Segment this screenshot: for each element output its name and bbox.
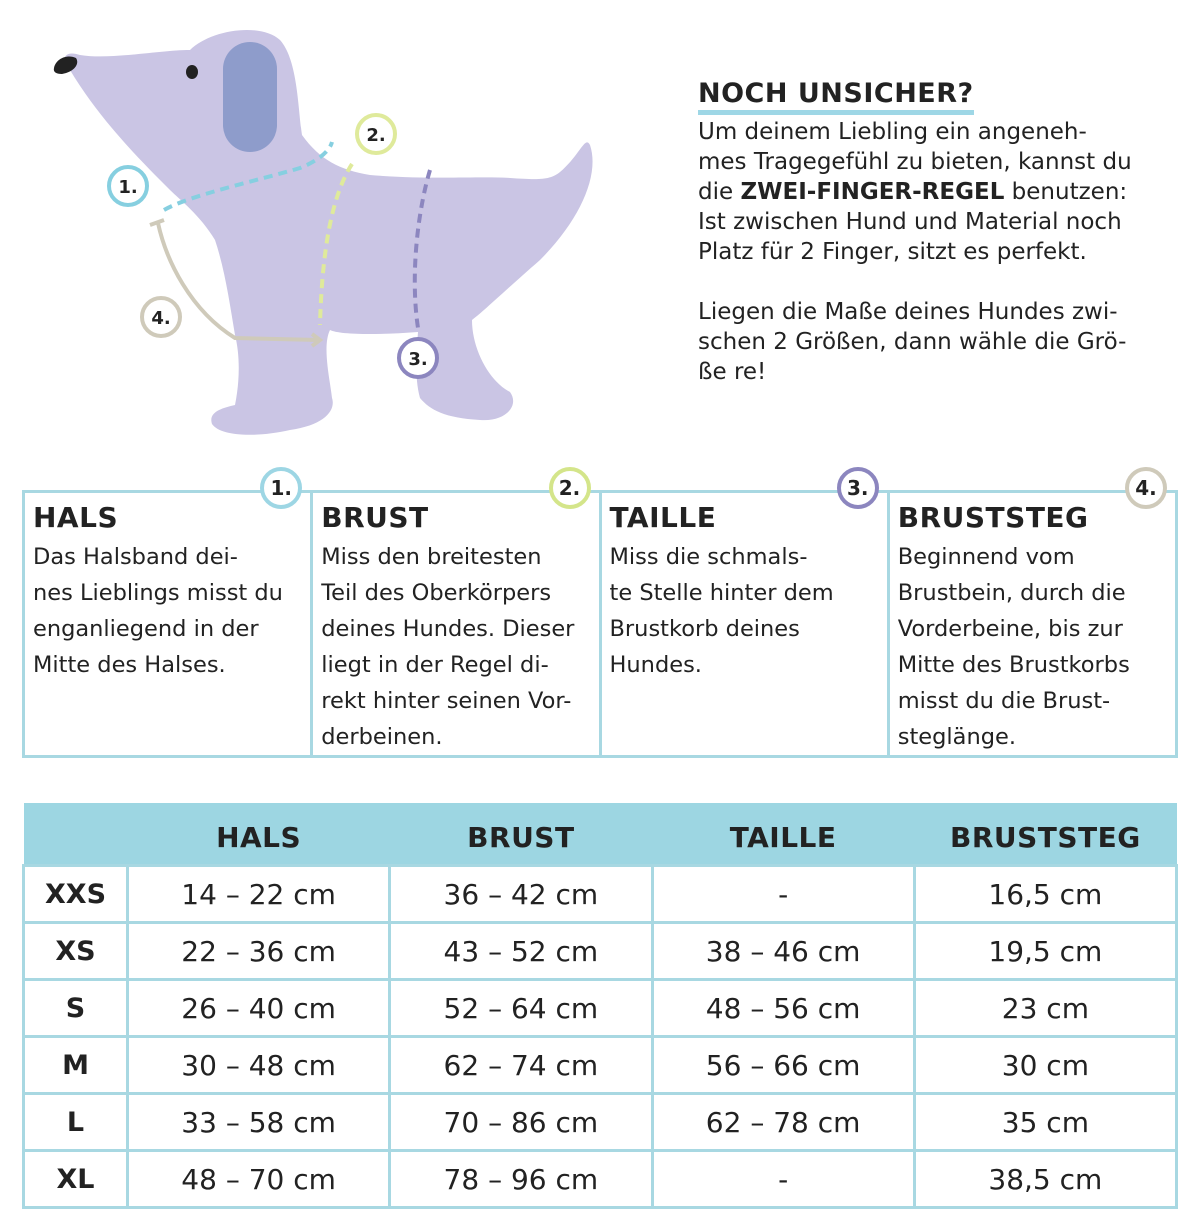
- table-cell: -: [652, 866, 914, 923]
- header-chest: BRUST: [390, 803, 652, 866]
- table-cell: 26 – 40 cm: [128, 980, 390, 1037]
- marker-4: [142, 298, 180, 336]
- measure-title: TAILLE: [609, 501, 717, 534]
- table-row: [24, 1094, 1177, 1151]
- svg-text:1.: 1.: [118, 177, 138, 198]
- header-chest-strap: BRUSTSTEG: [914, 803, 1176, 866]
- size-table-header: [24, 803, 1177, 866]
- marker-2: [357, 115, 395, 153]
- measure-chest-strap: [887, 476, 1175, 755]
- measure-badge-3: 3.: [837, 467, 879, 509]
- measure-neck: [25, 476, 310, 755]
- header-size: [24, 803, 128, 866]
- fit-tip: [698, 78, 1178, 387]
- table-cell: 52 – 64 cm: [390, 980, 652, 1037]
- tip-paragraph-2: Liegen die Maße deines Hundes zwi- schen 2 Größen, dann wähle die Grö- ße re!: [698, 299, 1127, 385]
- table-cell: 14 – 22 cm: [128, 866, 390, 923]
- size-label: XL: [24, 1151, 128, 1208]
- dog-body: [65, 30, 593, 435]
- size-table: [22, 803, 1178, 1209]
- dog-figure: [54, 30, 593, 435]
- table-cell: 30 cm: [914, 1037, 1176, 1094]
- table-cell: 56 – 66 cm: [652, 1037, 914, 1094]
- table-cell: 22 – 36 cm: [128, 923, 390, 980]
- measure-text: Beginnend vom Brustbein, durch die Vorderbeine, bis zur Mitte des Brustkorbs misst du die Brust- steglänge.: [897, 544, 1130, 750]
- header-neck: HALS: [128, 803, 390, 866]
- marker-1: [109, 167, 147, 205]
- measure-badge-1: 1.: [260, 467, 302, 509]
- table-cell: 48 – 70 cm: [128, 1151, 390, 1208]
- measure-chest: [310, 476, 598, 755]
- table-cell: -: [652, 1151, 914, 1208]
- measure-title: HALS: [33, 501, 119, 534]
- marker-3: [399, 339, 437, 377]
- table-cell: 16,5 cm: [914, 866, 1176, 923]
- measure-text: Miss den breitesten Teil des Oberkörpers deines Hundes. Dieser liegt in der Regel di- rekt hinter seinen Vor- derbeinen.: [321, 544, 575, 750]
- size-label: L: [24, 1094, 128, 1151]
- table-row: [24, 923, 1177, 980]
- measure-badge-4: 4.: [1125, 467, 1167, 509]
- table-cell: 48 – 56 cm: [652, 980, 914, 1037]
- table-cell: 23 cm: [914, 980, 1176, 1037]
- table-row: [24, 866, 1177, 923]
- svg-text:4.: 4.: [151, 308, 171, 329]
- size-label: M: [24, 1037, 128, 1094]
- measurement-instructions: [22, 476, 1178, 758]
- svg-text:3.: 3.: [408, 349, 428, 370]
- table-cell: 38 – 46 cm: [652, 923, 914, 980]
- table-cell: 38,5 cm: [914, 1151, 1176, 1208]
- table-cell: 35 cm: [914, 1094, 1176, 1151]
- dog-ear: [223, 42, 277, 152]
- measure-title: BRUSTSTEG: [897, 501, 1089, 534]
- table-cell: 62 – 74 cm: [390, 1037, 652, 1094]
- tip-paragraph-1: Um deinem Liebling ein angeneh- mes Tragegefühl zu bieten, kannst du die ZWEI-FINGER-REGEL benutzen: Ist zwischen Hund und Material noch Platz für 2 Finger, sitzt es perfekt.: [698, 119, 1132, 265]
- table-cell: 19,5 cm: [914, 923, 1176, 980]
- size-label: XS: [24, 923, 128, 980]
- tip-title: NOCH UNSICHER?: [698, 78, 974, 115]
- table-cell: 36 – 42 cm: [390, 866, 652, 923]
- table-cell: 62 – 78 cm: [652, 1094, 914, 1151]
- measure-badge-2: 2.: [549, 467, 591, 509]
- table-row: [24, 1151, 1177, 1208]
- dog-measurement-illustration: [40, 10, 640, 450]
- measure-text: Miss die schmals- te Stelle hinter dem Brustkorb deines Hundes.: [609, 544, 834, 678]
- table-cell: 30 – 48 cm: [128, 1037, 390, 1094]
- dog-eye: [186, 65, 198, 79]
- size-label: XXS: [24, 866, 128, 923]
- table-cell: 43 – 52 cm: [390, 923, 652, 980]
- measure-title: BRUST: [321, 501, 429, 534]
- table-row: [24, 980, 1177, 1037]
- two-finger-rule: ZWEI-FINGER-REGEL: [740, 179, 1005, 205]
- table-row: [24, 1037, 1177, 1094]
- table-cell: 70 – 86 cm: [390, 1094, 652, 1151]
- header-waist: TAILLE: [652, 803, 914, 866]
- svg-text:2.: 2.: [366, 125, 386, 146]
- measure-text: Das Halsband dei- nes Lieblings misst du enganliegend in der Mitte des Halses.: [33, 544, 283, 678]
- table-cell: 78 – 96 cm: [390, 1151, 652, 1208]
- size-label: S: [24, 980, 128, 1037]
- measure-waist: [599, 476, 887, 755]
- table-cell: 33 – 58 cm: [128, 1094, 390, 1151]
